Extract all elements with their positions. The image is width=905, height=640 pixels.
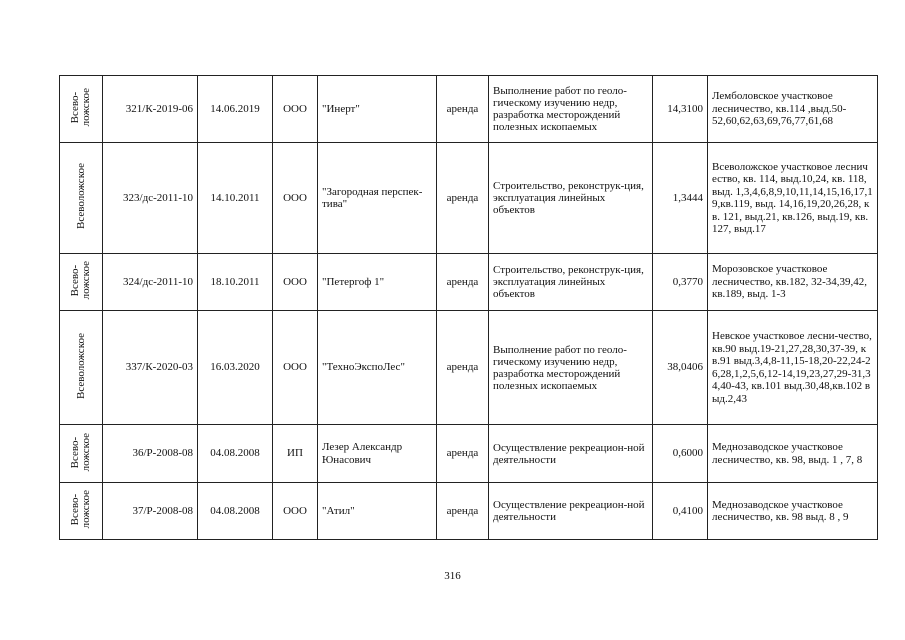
legal-form: ООО xyxy=(273,483,318,540)
contract-date: 16.03.2020 xyxy=(198,311,273,425)
district-label: Всеволожское xyxy=(74,332,87,399)
district-label: Всево- ложское xyxy=(69,88,92,127)
table-row xyxy=(60,483,878,540)
tenant-name: "ТехноЭкспоЛес" xyxy=(318,311,437,425)
district-cell xyxy=(60,143,103,254)
use-type: аренда xyxy=(437,254,489,311)
forest-location: Меднозаводское участковое лесничество, кв. 98 выд. 8 , 9 xyxy=(708,483,878,540)
table-row xyxy=(60,76,878,143)
purpose-of-use: Строительство, реконструк-ция, эксплуатация линейных объектов xyxy=(489,254,653,311)
table-row xyxy=(60,311,878,425)
tenant-name: "Петергоф 1" xyxy=(318,254,437,311)
area-ha: 1,3444 xyxy=(653,143,708,254)
purpose-of-use: Выполнение работ по геоло-гическому изучению недр, разработка месторождений полезных ископаемых xyxy=(489,76,653,143)
forest-location: Лемболовское участковое лесничество, кв.114 ,выд.50-52,60,62,63,69,76,77,61,68 xyxy=(708,76,878,143)
use-type: аренда xyxy=(437,76,489,143)
legal-form: ООО xyxy=(273,254,318,311)
use-type: аренда xyxy=(437,143,489,254)
lease-registry-table xyxy=(59,75,878,540)
contract-number: 337/К-2020-03 xyxy=(103,311,198,425)
purpose-of-use: Осуществление рекреацион-ной деятельности xyxy=(489,483,653,540)
area-ha: 14,3100 xyxy=(653,76,708,143)
contract-date: 14.06.2019 xyxy=(198,76,273,143)
tenant-name: Лезер Александр Юнасович xyxy=(318,425,437,483)
forest-location: Всеволожское участковое лесничество, кв. 114, выд.10,24, кв. 118, выд. 1,3,4,6,8,9,10,11,14,15,16,17,19,кв.119, выд. 14,16,19,20,26,28, кв. 121, выд.21, кв.126, выд.19, кв.127, выд.17 xyxy=(708,143,878,254)
forest-location: Меднозаводское участковое лесничество, кв. 98, выд. 1 , 7, 8 xyxy=(708,425,878,483)
contract-number: 321/К-2019-06 xyxy=(103,76,198,143)
tenant-name: "Загородная перспек-тива" xyxy=(318,143,437,254)
tenant-name: "Инерт" xyxy=(318,76,437,143)
area-ha: 0,3770 xyxy=(653,254,708,311)
contract-number: 37/Р-2008-08 xyxy=(103,483,198,540)
district-cell xyxy=(60,425,103,483)
use-type: аренда xyxy=(437,483,489,540)
district-label: Всево- ложское xyxy=(69,261,92,300)
use-type: аренда xyxy=(437,425,489,483)
contract-date: 14.10.2011 xyxy=(198,143,273,254)
purpose-of-use: Строительство, реконструк-ция, эксплуатация линейных объектов xyxy=(489,143,653,254)
legal-form: ООО xyxy=(273,76,318,143)
contract-date: 04.08.2008 xyxy=(198,425,273,483)
legal-form: ООО xyxy=(273,143,318,254)
table-row xyxy=(60,254,878,311)
purpose-of-use: Выполнение работ по геоло-гическому изучению недр, разработка месторождений полезных ископаемых xyxy=(489,311,653,425)
area-ha: 38,0406 xyxy=(653,311,708,425)
area-ha: 0,6000 xyxy=(653,425,708,483)
contract-number: 323/дс-2011-10 xyxy=(103,143,198,254)
district-label: Всево- ложское xyxy=(69,490,92,529)
contract-date: 04.08.2008 xyxy=(198,483,273,540)
forest-location: Морозовское участковое лесничество, кв.182, 32-34,39,42, кв.189, выд. 1-3 xyxy=(708,254,878,311)
district-cell xyxy=(60,76,103,143)
district-cell xyxy=(60,254,103,311)
district-label: Всево- ложское xyxy=(69,432,92,471)
tenant-name: "Атил" xyxy=(318,483,437,540)
legal-form: ООО xyxy=(273,311,318,425)
area-ha: 0,4100 xyxy=(653,483,708,540)
forest-location: Невское участковое лесни-чество, кв.90 выд.19-21,27,28,30,37-39, кв.91 выд.3,4,8-11,15-18,20-22,24-26,28,1,2,5,6,12-14,19,23,27,29-31,34,40-43, кв.101 выд.30,48,кв.102 выд.2,43 xyxy=(708,311,878,425)
page-number: 316 xyxy=(444,570,461,582)
contract-number: 36/Р-2008-08 xyxy=(103,425,198,483)
table-row xyxy=(60,425,878,483)
district-label: Всеволожское xyxy=(74,163,87,230)
legal-form: ИП xyxy=(273,425,318,483)
contract-number: 324/дс-2011-10 xyxy=(103,254,198,311)
district-cell xyxy=(60,311,103,425)
contract-date: 18.10.2011 xyxy=(198,254,273,311)
use-type: аренда xyxy=(437,311,489,425)
purpose-of-use: Осуществление рекреацион-ной деятельности xyxy=(489,425,653,483)
district-cell xyxy=(60,483,103,540)
table-row xyxy=(60,143,878,254)
